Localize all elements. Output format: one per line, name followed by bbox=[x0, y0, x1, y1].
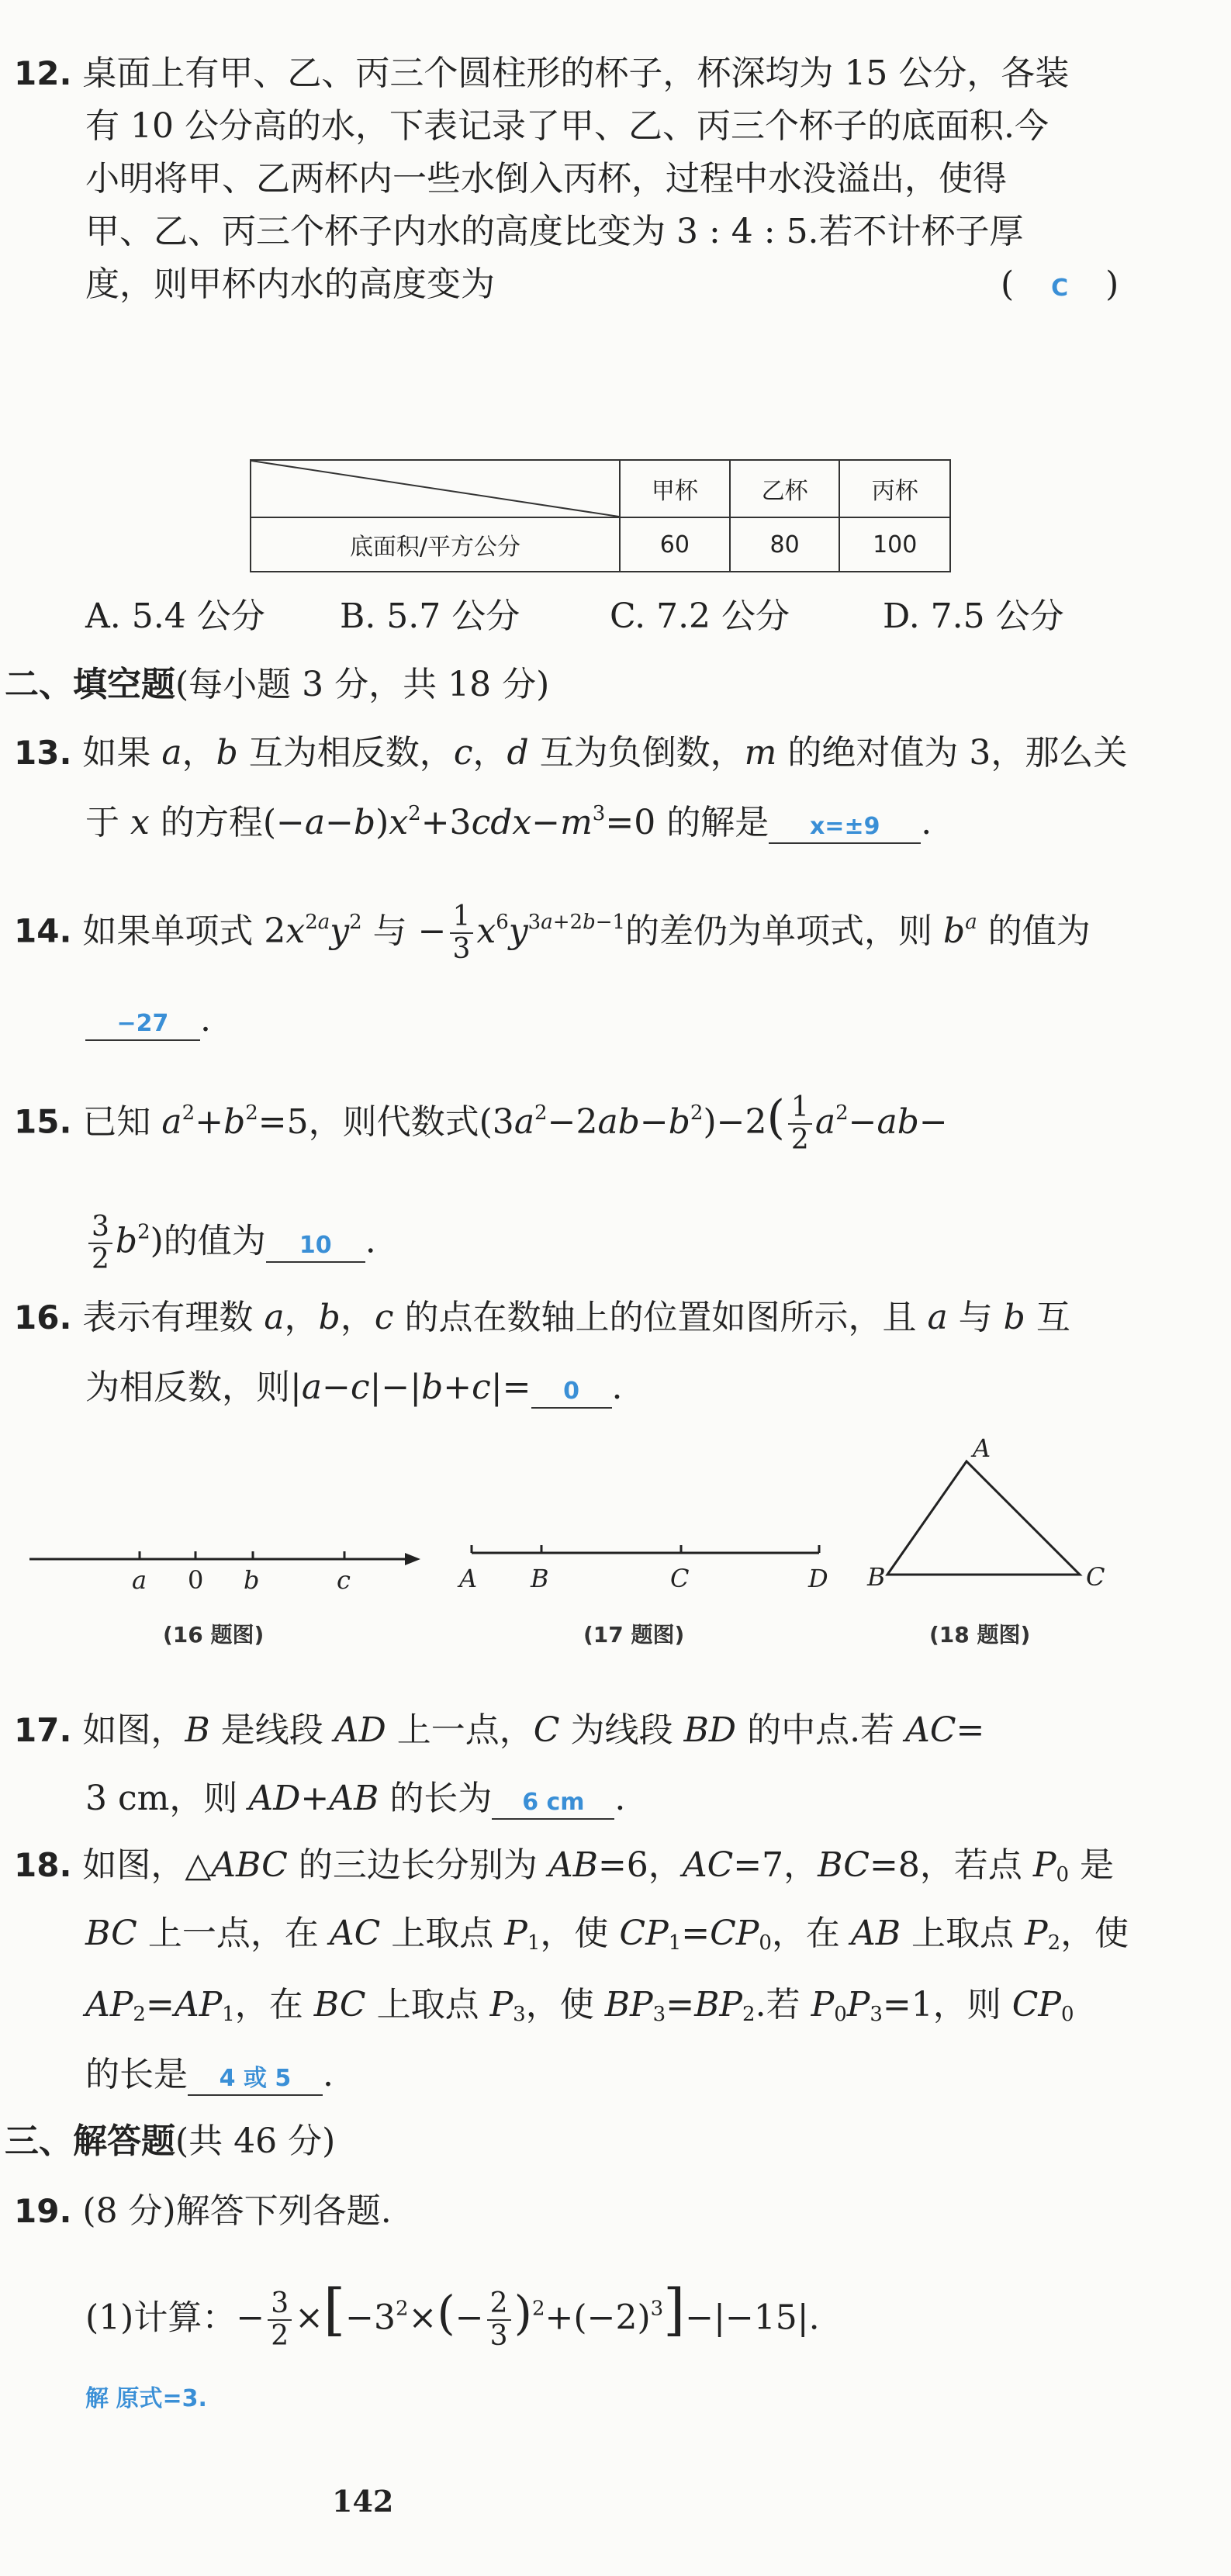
caption-fig18: (18 题图) bbox=[929, 1622, 1031, 1648]
q12-line1 bbox=[14, 54, 1069, 93]
q12-answer: C bbox=[1051, 275, 1069, 302]
figures-row bbox=[0, 1427, 1231, 1629]
q15-answer-blank bbox=[266, 1226, 365, 1263]
table-value-yi: 80 bbox=[730, 517, 840, 572]
q18-number: 18. bbox=[14, 1846, 72, 1884]
q16-line1 bbox=[14, 1298, 1070, 1337]
diagonal-line bbox=[251, 461, 619, 517]
fraction-three-half: $\frac{3}{2}$ bbox=[88, 1212, 112, 1275]
q18-answer: 4 或 5 bbox=[219, 2065, 292, 2092]
section-2-title: 二、填空题 bbox=[5, 665, 175, 704]
q18-text-1: 如图，△ABC 的三边长分别为 AB=6，AC=7，BC=8，若点 $P_0$ 是 bbox=[82, 1845, 1114, 1886]
q14-answer: −27 bbox=[116, 1010, 169, 1037]
q12-text-1: 桌面上有甲、乙、丙三个圆柱形的杯子，杯深均为 15 公分，各装 bbox=[82, 54, 1070, 93]
triangle-label-b: B bbox=[867, 1562, 886, 1592]
number-line-figure bbox=[29, 1551, 420, 1595]
q17-answer: 6 cm bbox=[522, 1789, 585, 1816]
q12-text-5: 度，则甲杯内水的高度变为 bbox=[85, 265, 495, 304]
solution-text: 原式=3. bbox=[116, 2385, 207, 2412]
q19-line1 bbox=[14, 2192, 392, 2231]
q14-text: 如果单项式 $2x^{2a}y^2$ 与 − $\frac{1}{3}$ $x^6y^{3a+2b-1}$的差仍为单项式，则 $b^a$ 的值为 bbox=[82, 901, 1091, 965]
q13-answer-blank bbox=[769, 807, 921, 844]
q12-number: 12. bbox=[14, 54, 72, 92]
q15-text-1: 已知 $a^2+b^2=5$，则代数式$(3a^2-2ab-b^2)-2$( $\frac{1}{2}$ $a^2-ab-$ bbox=[82, 1090, 948, 1156]
q18-answer-blank bbox=[188, 2059, 323, 2096]
triangle-label-a: A bbox=[973, 1433, 991, 1463]
fraction-one-third: $\frac{1}{3}$ bbox=[450, 901, 474, 965]
q16-line2: 为相反数，则|a−c|−|b+c|= 0 . bbox=[85, 1368, 623, 1407]
segment-label-b: B bbox=[531, 1564, 549, 1593]
q13-answer: x=±9 bbox=[809, 813, 880, 840]
numline-label-a: a bbox=[132, 1565, 147, 1595]
segment-label-d: D bbox=[808, 1564, 828, 1593]
section-3-note: (共 46 分) bbox=[175, 2121, 336, 2161]
segment-label-a: A bbox=[459, 1564, 478, 1593]
q15-line2: $\frac{3}{2}$ $b^2$)的值为 10 . bbox=[85, 1212, 376, 1275]
q18-line1 bbox=[14, 1846, 1114, 1885]
area-table bbox=[250, 459, 951, 572]
caption-fig17: (17 题图) bbox=[583, 1622, 685, 1648]
q19-solution bbox=[85, 2380, 207, 2419]
q17-number: 17. bbox=[14, 1711, 72, 1749]
numline-label-c: c bbox=[337, 1565, 351, 1595]
table-header-jia: 甲杯 bbox=[620, 460, 730, 517]
q19-number: 19. bbox=[14, 2192, 72, 2230]
q12-option-a: A. 5.4 公分 bbox=[85, 596, 265, 636]
q16-answer-blank bbox=[531, 1372, 612, 1409]
table-row-label: 底面积/平方公分 bbox=[251, 517, 620, 572]
q17-line1 bbox=[14, 1711, 984, 1750]
q17-text-1: 如图，B 是线段 AD 上一点，C 为线段 BD 的中点.若 AC= bbox=[82, 1710, 985, 1750]
q12-text-2: 有 10 公分高的水，下表记录了甲、乙、丙三个杯子的底面积.今 bbox=[85, 106, 1049, 146]
fraction-three-half-b: $\frac{3}{2}$ bbox=[268, 2288, 292, 2352]
numline-label-zero: 0 bbox=[188, 1565, 204, 1595]
q12-answer-paren bbox=[1001, 265, 1119, 308]
table-header-bing: 丙杯 bbox=[839, 460, 950, 517]
section-3-title: 三、解答题 bbox=[5, 2121, 175, 2161]
q12-text-3: 小明将甲、乙两杯内一些水倒入丙杯，过程中水没溢出，使得 bbox=[85, 159, 1007, 199]
section-3-heading bbox=[5, 2122, 335, 2161]
paren-open: ( bbox=[1001, 265, 1015, 304]
q12-option-c: C. 7.2 公分 bbox=[610, 596, 790, 636]
table-value-jia: 60 bbox=[620, 517, 730, 572]
q16-number: 16. bbox=[14, 1298, 72, 1336]
q15-answer: 10 bbox=[299, 1231, 332, 1259]
q16-answer: 0 bbox=[563, 1378, 579, 1405]
segment-label-c: C bbox=[670, 1564, 690, 1593]
q13-line1 bbox=[14, 734, 1127, 773]
page-number: 142 bbox=[332, 2484, 394, 2519]
table-value-bing: 100 bbox=[839, 517, 950, 572]
fraction-one-half: $\frac{1}{2}$ bbox=[788, 1092, 812, 1156]
q12-option-b: B. 5.7 公分 bbox=[340, 596, 520, 636]
q15-line1 bbox=[14, 1092, 948, 1156]
section-2-note: (每小题 3 分，共 18 分) bbox=[175, 665, 550, 704]
q12-option-d: D. 7.5 公分 bbox=[883, 596, 1064, 636]
segment-figure bbox=[457, 1545, 828, 1593]
triangle-label-c: C bbox=[1086, 1562, 1105, 1592]
solution-label: 解 bbox=[85, 2385, 109, 2412]
table-header-yi: 乙杯 bbox=[730, 460, 840, 517]
q13-number: 13. bbox=[14, 734, 72, 772]
q17-answer-blank bbox=[492, 1783, 614, 1820]
q13-text-1: 如果 a，b 互为相反数，c，d 互为负倒数，m 的绝对值为 3，那么关 bbox=[82, 733, 1128, 773]
q13-line2: 于 x 的方程$(-a-b)x^2+3cdx-m^3=0$ 的解是 x=±9 . bbox=[85, 802, 932, 842]
numline-label-b: b bbox=[244, 1565, 260, 1595]
q16-text-1: 表示有理数 a，b，c 的点在数轴上的位置如图所示，且 a 与 b 互 bbox=[82, 1298, 1070, 1337]
paren-close: ) bbox=[1105, 265, 1119, 304]
q19-intro: (8 分)解答下列各题. bbox=[82, 2191, 392, 2231]
q14-number: 14. bbox=[14, 911, 72, 950]
triangle-figure bbox=[866, 1433, 1105, 1592]
q17-line2: 3 cm，则 AD+AB 的长为 6 cm . bbox=[85, 1779, 626, 1818]
q12-text-4: 甲、乙、丙三个杯子内水的高度比变为 3 : 4 : 5.若不计杯子厚 bbox=[85, 212, 1024, 251]
q14-line2: −27 . bbox=[85, 1001, 211, 1041]
table-diagonal-cell bbox=[251, 460, 620, 517]
q14-line1 bbox=[14, 901, 1091, 965]
q14-answer-blank bbox=[85, 1004, 200, 1041]
q19-part1: (1)计算：− $\frac{3}{2}$ $\times[-3^2\times(-$ $\frac{2}{3}$ )$^2+(-2)^3]-|-15|$. bbox=[85, 2277, 820, 2352]
fraction-two-thirds: $\frac{2}{3}$ bbox=[487, 2288, 511, 2352]
caption-fig16: (16 题图) bbox=[163, 1622, 265, 1648]
q18-text-2: BC 上一点，在 AC 上取点 $P_1$，使 $CP_1=CP_0$，在 AB 上取点 $P_2$，使 bbox=[85, 1914, 1129, 1955]
q18-line4: 的长是 4 或 5 . bbox=[85, 2055, 334, 2094]
q18-text-3: $AP_2=AP_1$，在 BC 上取点 $P_3$，使 $BP_3=BP_2$.若 $P_0P_3=1$，则 $CP_0$ bbox=[85, 1985, 1074, 2026]
q15-number: 15. bbox=[14, 1102, 72, 1141]
section-2-heading bbox=[5, 666, 549, 704]
